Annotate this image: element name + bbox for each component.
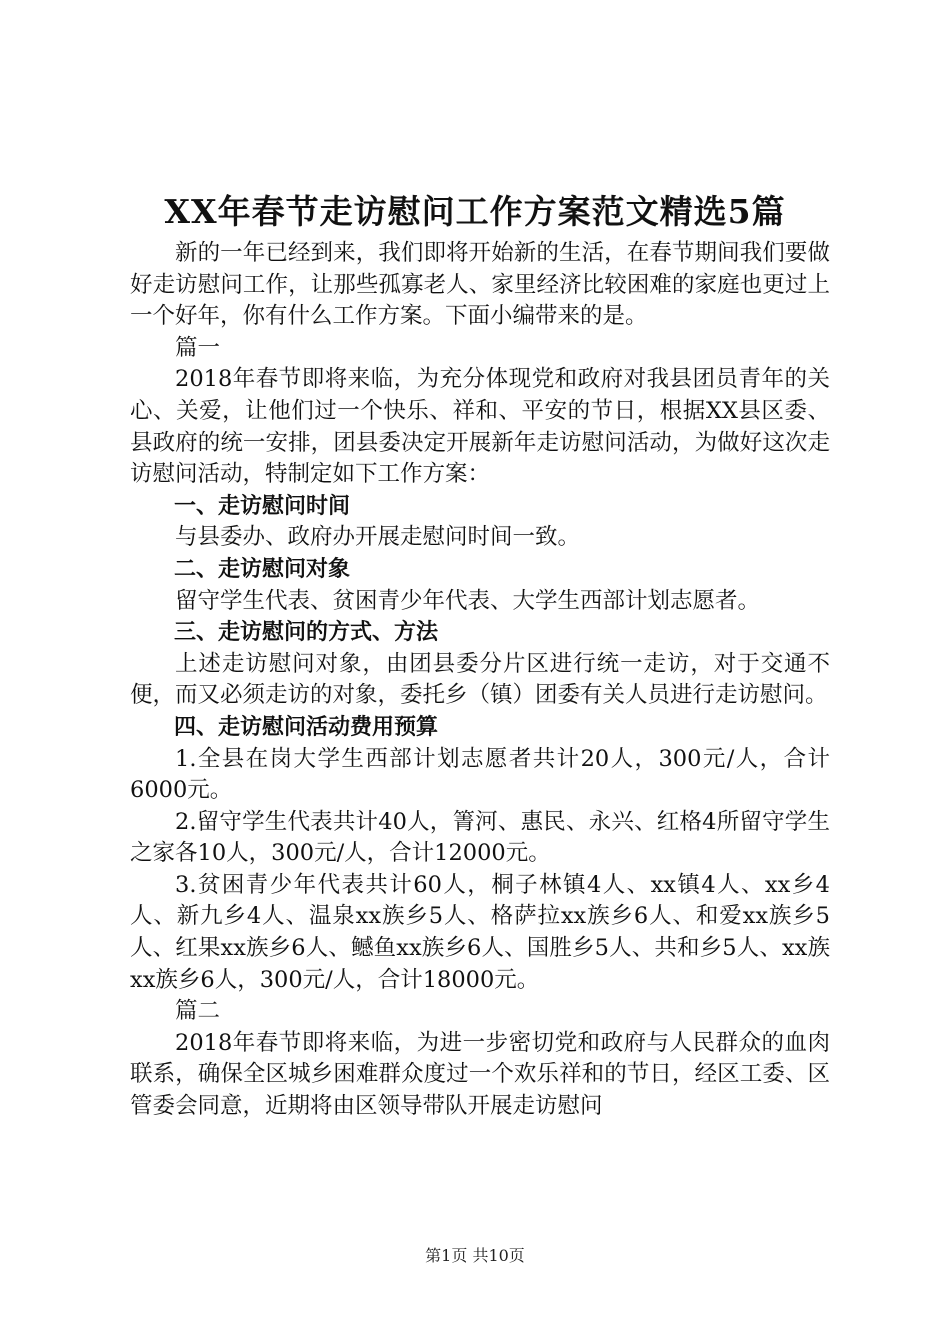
part-one-opening: 2018年春节即将来临，为充分体现党和政府对我县团员青年的关心、关爱，让他们过一个快乐、祥和、平安的节日，根据XX县区委、县政府的统一安排，团县委决定开展新年走访慰问活动，为做好这次走访慰问活动，特制定如下工作方案： [130, 366, 830, 488]
part-two-opening: 2018年春节即将来临，为进一步密切党和政府与人民群众的血肉联系，确保全区城乡困难群众度过一个欢乐祥和的节日，经区工委、区管委会同意，近期将由区领导带队开展走访慰问 [130, 1029, 830, 1120]
budget-item-2: 2.留守学生代表共计40人，箐河、惠民、永兴、红格4所留守学生之家各10人，300元/人，合计12000元。 [130, 808, 830, 867]
section-text-time: 与县委办、政府办开展走慰问时间一致。 [175, 524, 581, 551]
budget-item-3: 3.贫困青少年代表共计60人，桐子林镇4人、xx镇4人、xx乡4人、新九乡4人、温泉xx族乡5人、格萨拉xx族乡6人、和爱xx族乡5人、红果xx族乡6人、鳡鱼xx族乡6人、国胜乡5人、共和乡5人、xx族xx族乡6人，300元/人，合计18000元。 [130, 871, 830, 993]
document-title: XX年春节走访慰问工作方案范文精选5篇 [164, 192, 786, 231]
section-heading-budget: 四、走访慰问活动费用预算 [174, 714, 439, 740]
document-body [130, 238, 830, 1123]
part-one-label: 篇一 [175, 334, 221, 361]
budget-item-1: 1.全县在岗大学生西部计划志愿者共计20人，300元/人，合计6000元。 [130, 745, 830, 804]
section-heading-method: 三、走访慰问的方式、方法 [174, 620, 439, 646]
section-text-method: 上述走访慰问对象，由团县委分片区进行统一走访，对于交通不便，而又必须走访的对象，委托乡（镇）团委有关人员进行走访慰问。 [130, 650, 830, 709]
section-heading-time: 一、走访慰问时间 [174, 493, 351, 519]
page-number: 第1页 共10页 [425, 1246, 525, 1265]
intro-paragraph: 新的一年已经到来，我们即将开始新的生活，在春节期间我们要做好走访慰问工作，让那些孤寡老人、家里经济比较困难的家庭也更过上一个好年，你有什么工作方案。下面小编带来的是。 [130, 240, 830, 330]
section-heading-target: 二、走访慰问对象 [174, 556, 351, 582]
part-two-label: 篇二 [175, 998, 221, 1025]
section-text-target: 留守学生代表、贫困青少年代表、大学生西部计划志愿者。 [175, 587, 761, 614]
